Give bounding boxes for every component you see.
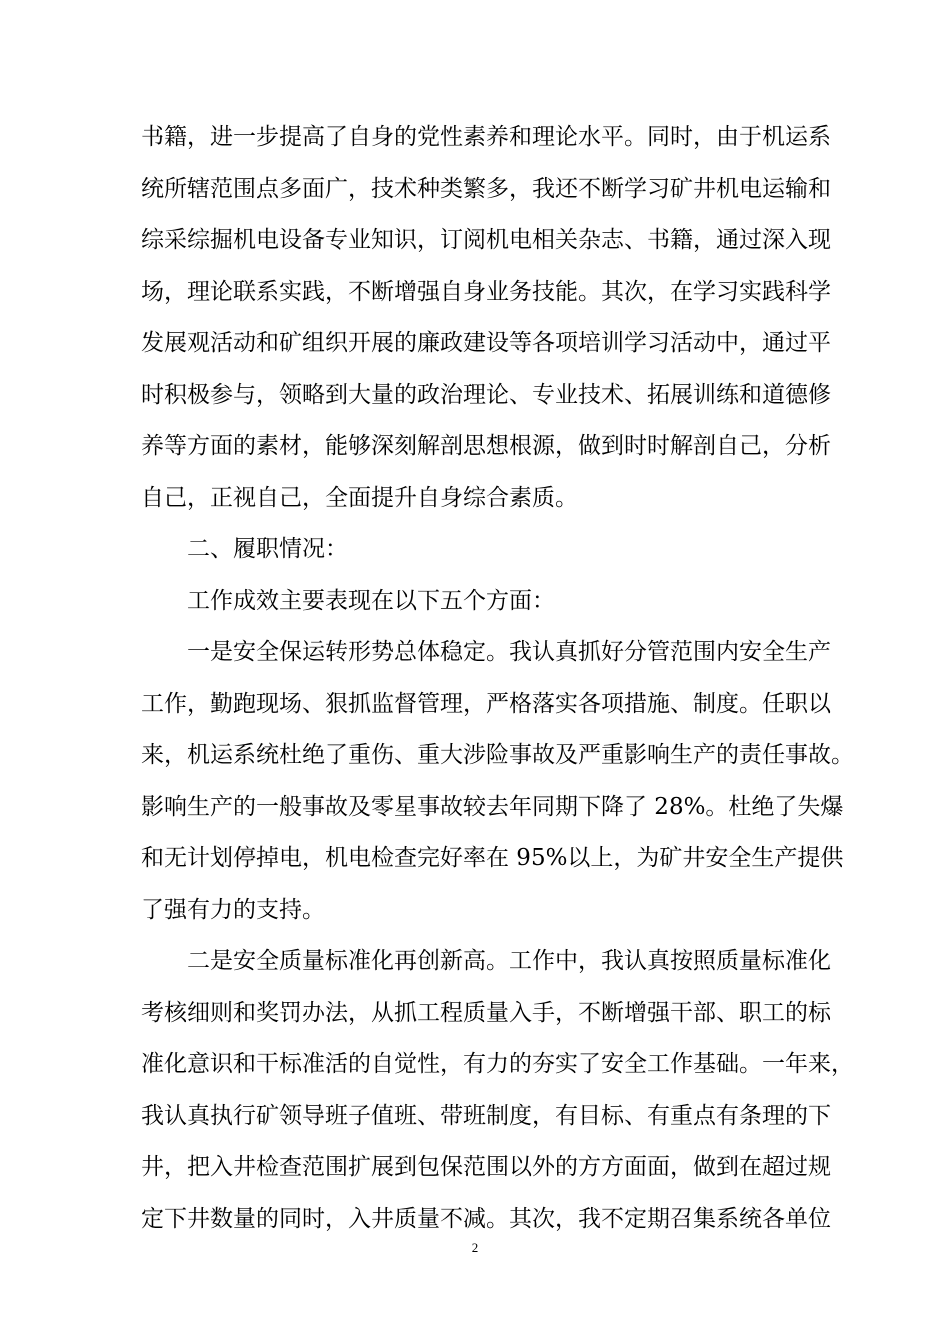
text-line: 二是安全质量标准化再创新高。工作中，我认真按照质量标准化 [187,948,831,974]
body-text [141,112,854,1245]
page-number: 2 [471,1240,479,1255]
text-line: 井，把入井检查范围扩展到包保范围以外的方方面面，做到在超过规 [141,1154,831,1180]
text-line: 影响生产的一般事故及零星事故较去年同期下降了 28%。杜绝了失爆 [141,793,844,820]
text-line: 一是安全保运转形势总体稳定。我认真抓好分管范围内安全生产 [187,639,831,665]
text-line: 我认真执行矿领导班子值班、带班制度，有目标、有重点有条理的下 [141,1102,831,1129]
text-line: 工作成效主要表现在以下五个方面： [187,587,555,614]
text-line: 统所辖范围点多面广，技术种类繁多，我还不断学习矿井机电运输和 [141,175,831,202]
text-line: 定下井数量的同时，入井质量不减。其次，我不定期召集系统各单位 [141,1205,831,1232]
text-line: 来，机运系统杜绝了重伤、重大涉险事故及严重影响生产的责任事故。 [141,742,854,768]
text-line: 场，理论联系实践，不断增强自身业务技能。其次，在学习实践科学 [141,278,831,305]
text-line: 工作，勤跑现场、狠抓监督管理，严格落实各项措施、制度。任职以 [141,690,831,717]
text-line: 养等方面的素材，能够深刻解剖思想根源，做到时时解剖自己，分析 [141,433,831,459]
text-line: 和无计划停掉电，机电检查完好率在 95%以上，为矿井安全生产提供 [141,845,844,871]
text-line: 综采综掘机电设备专业知识，订阅机电相关杂志、书籍，通过深入现 [141,227,831,253]
text-line: 发展观活动和矿组织开展的廉政建设等各项培训学习活动中，通过平 [141,330,831,356]
text-line: 书籍，进一步提高了自身的党性素养和理论水平。同时，由于机运系 [141,124,831,150]
text-line: 准化意识和干标准活的自觉性，有力的夯实了安全工作基础。一年来， [141,1051,854,1077]
text-line: 自己，正视自己，全面提升自身综合素质。 [141,484,578,511]
text-line: 考核细则和奖罚办法，从抓工程质量入手，不断增强干部、职工的标 [141,999,831,1026]
text-line: 了强有力的支持。 [141,896,325,923]
text-line: 二、履职情况： [187,536,348,562]
text-line: 时积极参与，领略到大量的政治理论、专业技术、拓展训练和道德修 [141,381,831,408]
